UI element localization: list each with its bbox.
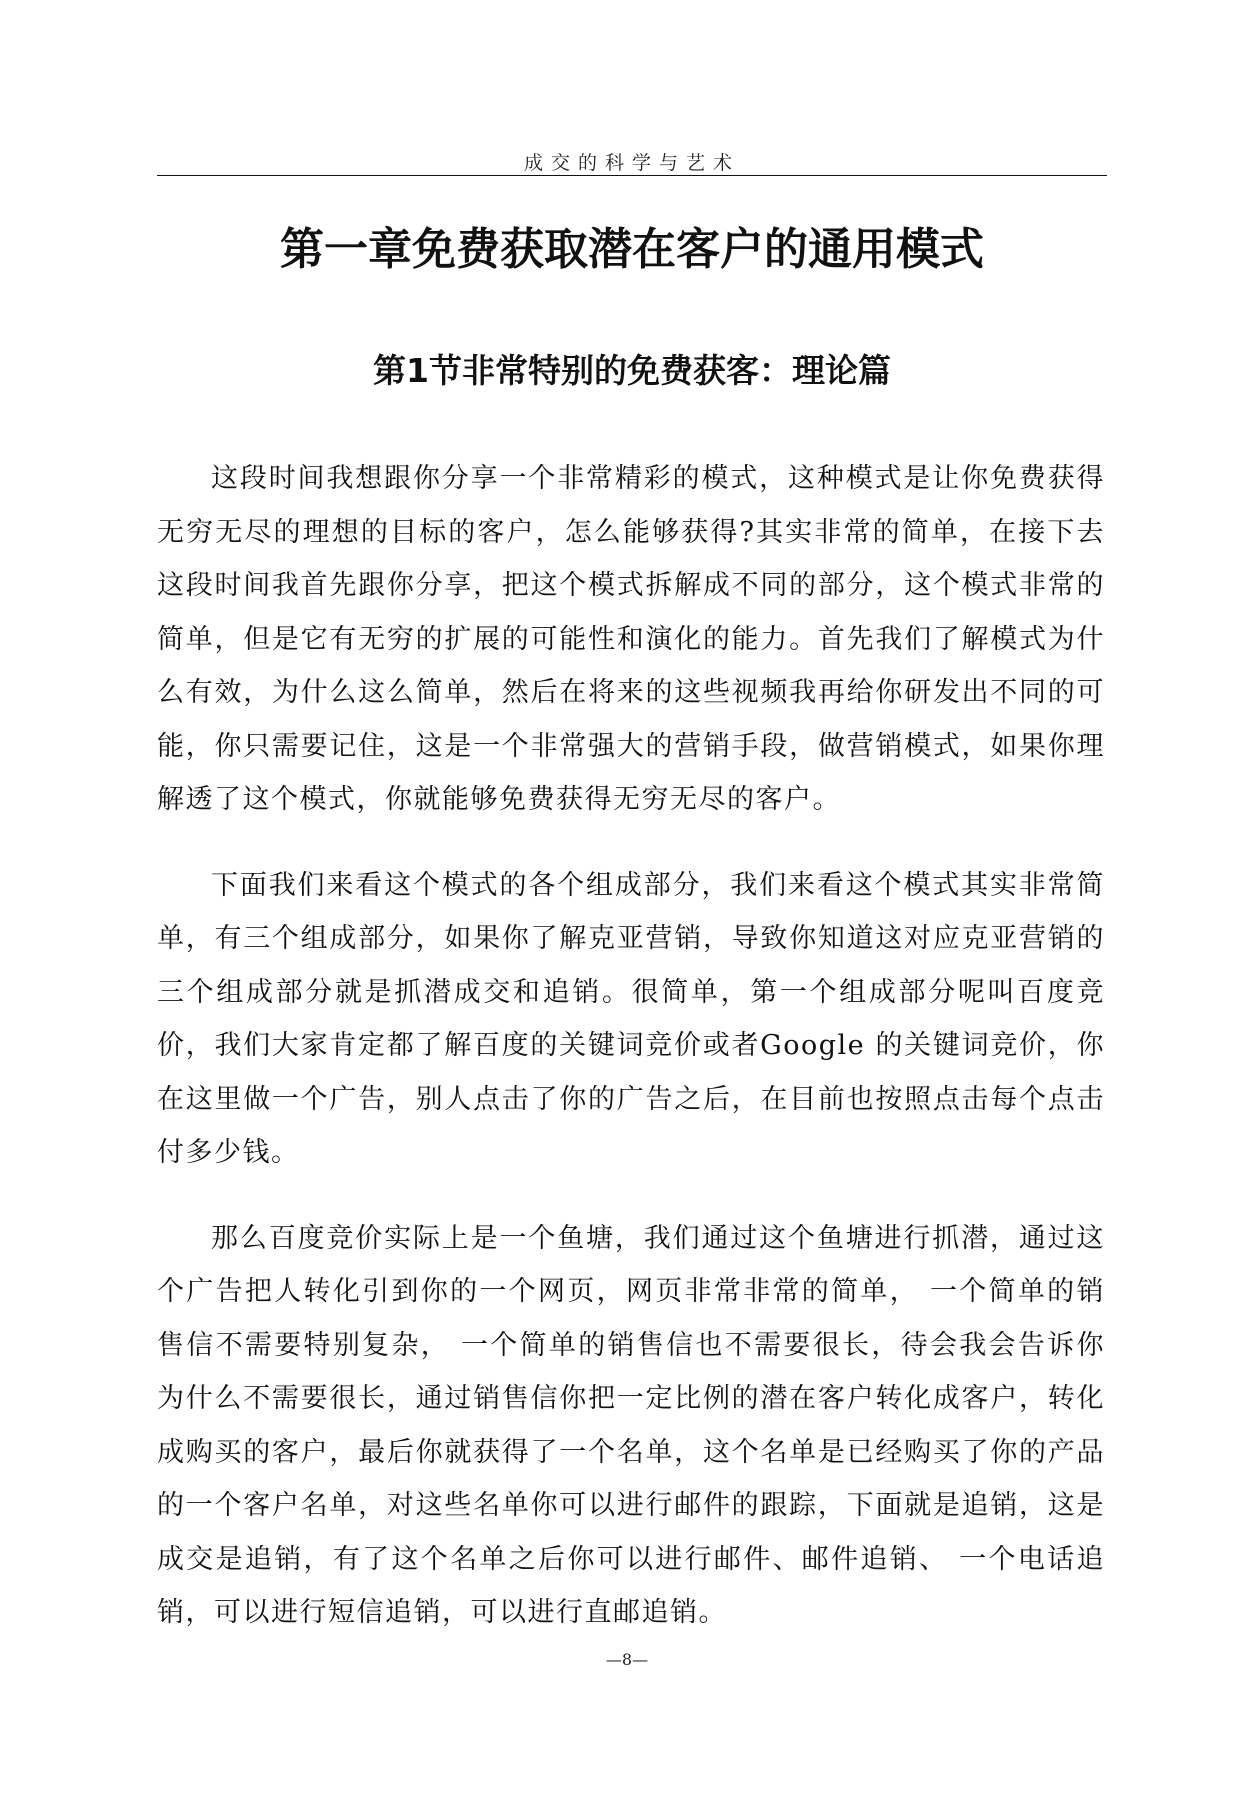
paragraph: 那么百度竞价实际上是一个鱼塘，我们通过这个鱼塘进行抓潜，通过这个广告把人转化引到你的一个网页，网页非常非常的简单， 一个简单的销售信不需要特别复杂， 一个简单的销售信也不需要很长，待会我会告诉你为什么不需要很长，通过销售信你把一定比例的潜在客户转化成客户，转化成购买的客户，最后你就获得了一个名单，这个名单是已经购买了你的产品的一个客户名单，对这些名单你可以进行邮件的跟踪，下面就是追销，这是成交是追销，有了这个名单之后你可以进行邮件、邮件追销、 一个电话追销，可以进行短信追销，可以进行直邮追销。: [157, 1222, 1105, 1628]
paragraph: 下面我们来看这个模式的各个组成部分，我们来看这个模式其实非常简单，有三个组成部分，如果你了解克亚营销，导致你知道这对应克亚营销的三个组成部分就是抓潜成交和追销。很简单，第一个组成部分呢叫百度竞价，我们大家肯定都了解百度的关键词竞价或者Google 的关键词竞价，你在这里做一个广告，别人点击了你的广告之后，在目前也按照点击每个点击付多少钱。: [157, 869, 1105, 1168]
chapter-title: 第一章免费获取潜在客户的通用模式: [280, 224, 984, 275]
header-rule: [157, 175, 1107, 176]
page-number: —8—: [605, 1650, 649, 1669]
running-header: 成交的科学与艺术: [523, 152, 740, 174]
section-title: 第1节非常特别的免费获客：理论篇: [373, 351, 891, 390]
body-text: [157, 452, 1105, 1672]
paragraph: 这段时间我想跟你分享一个非常精彩的模式，这种模式是让你免费获得无穷无尽的理想的目标的客户，怎么能够获得?其实非常的简单，在接下去这段时间我首先跟你分享，把这个模式拆解成不同的部分，这个模式非常的简单，但是它有无穷的扩展的可能性和演化的能力。首先我们了解模式为什么有效，为什么这么简单，然后在将来的这些视频我再给你研发出不同的可能，你只需要记住，这是一个非常强大的营销手段，做营销模式，如果你理解透了这个模式，你就能够免费获得无穷无尽的客户。: [157, 463, 1105, 815]
